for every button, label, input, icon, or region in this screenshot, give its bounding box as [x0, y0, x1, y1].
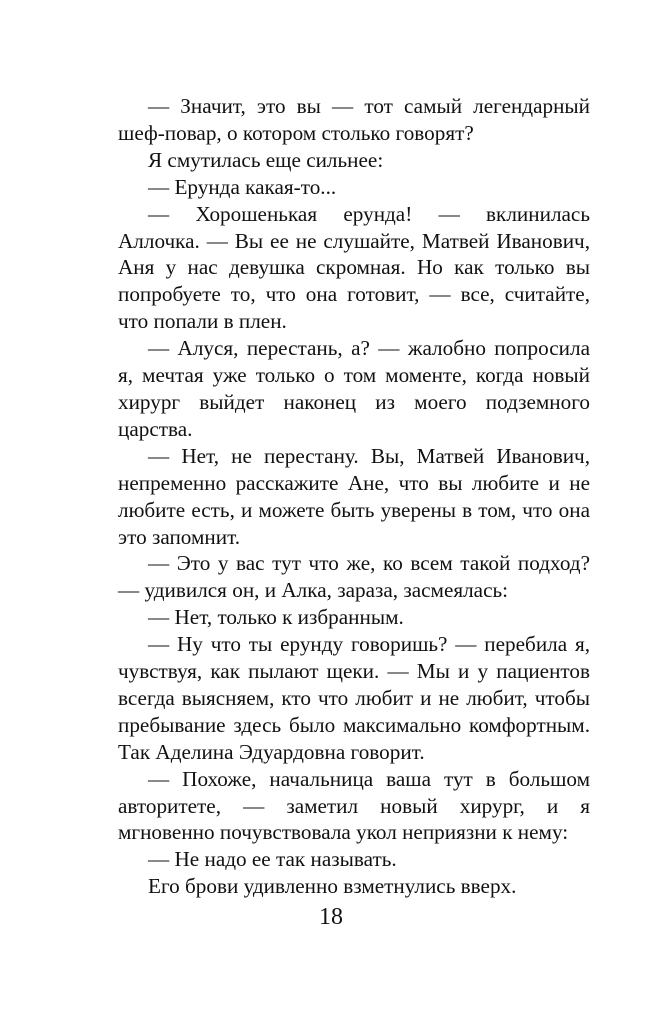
paragraph: — Алуся, перестань, а? — жалобно попросила я, мечтая уже только о том моменте, когда новый хирург выйдет наконец из моего подземного царства.	[118, 336, 590, 441]
paragraph: — Похоже, начальница ваша тут в большом авторитете, — заметил новый хирург, и я мгновенно почувствовала укол неприязни к нему:	[118, 766, 590, 845]
paragraph: — Ерунда какая-то...	[148, 174, 337, 199]
paragraph: — Ну что ты ерунду говоришь? — перебила я, чувствуя, как пылают щеки. — Мы и у пациентов всегда выясняем, кто что любит и не любит, чтобы пребывание здесь было максимально комфортным. Так Аделина Эдуардовна говорит.	[118, 632, 590, 764]
paragraph: — Значит, это вы — тот самый легендарный шеф-повар, о котором столько говорят?	[118, 94, 590, 145]
paragraph: — Нет, только к избранным.	[148, 605, 404, 630]
page-number: 18	[319, 904, 343, 930]
paragraph: — Не надо ее так называть.	[148, 847, 397, 872]
body-text	[118, 93, 590, 900]
paragraph: — Это у вас тут что же, ко всем такой подход? — удивился он, и Алка, зараза, засмеялась:	[118, 551, 590, 603]
paragraph: Я смутилась еще сильнее:	[148, 147, 384, 172]
paragraph: — Нет, не перестану. Вы, Матвей Иванович, непременно расскажите Ане, что вы любите и не любите есть, и можете быть уверены в том, что она это запомнит.	[118, 443, 590, 549]
paragraph: Его брови удивленно взметнулись вверх.	[148, 874, 517, 899]
paragraph: — Хорошенькая ерунда! — вклинилась Аллочка. — Вы ее не слушайте, Матвей Иванович, Аня у нас девушка скромная. Но как только вы попробуете то, что она готовит, — все, считайте, что попали в плен.	[118, 201, 590, 334]
